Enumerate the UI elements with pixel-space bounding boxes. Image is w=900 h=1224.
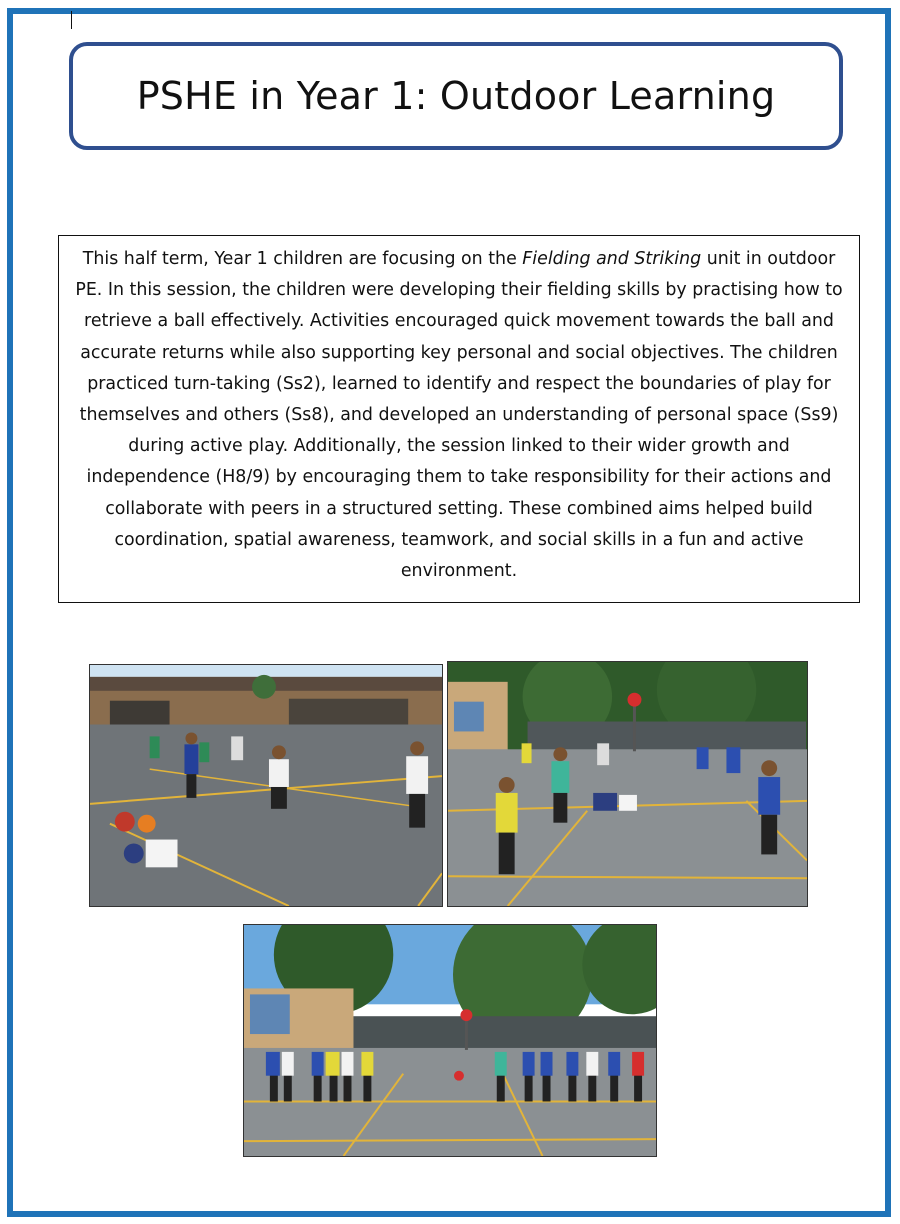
body-paragraph bbox=[69, 244, 849, 587]
playground-photo-3 bbox=[243, 924, 657, 1157]
body-text-box bbox=[58, 235, 860, 603]
playground-photo-2 bbox=[447, 661, 808, 907]
page-title: PSHE in Year 1: Outdoor Learning bbox=[136, 74, 776, 118]
unit-name: Fielding and Striking bbox=[522, 249, 702, 269]
body-intro: This half term, Year 1 children are focusing on the bbox=[82, 249, 523, 269]
text-cursor bbox=[71, 11, 72, 29]
title-box bbox=[69, 42, 843, 150]
body-rest: unit in outdoor PE. In this session, the children were developing their fielding skills by practising how to retrieve a ball effectively. Activities encouraged quick movement towards the ball and accurate returns while also supporting key personal and social objectives. The children practiced turn-taking (Ss2), learned to identify and respect the boundaries of play for themselves and others (Ss8), and developed an understanding of personal space (Ss9) during active play. Additionally, the session linked to their wider growth and independence (H8/9) by encouraging them to take responsibility for their actions and collaborate with peers in a structured setting. These combined aims helped build coordination, spatial awareness, teamwork, and social skills in a fun and active environment. bbox=[75, 249, 843, 582]
playground-photo-1 bbox=[89, 664, 443, 907]
